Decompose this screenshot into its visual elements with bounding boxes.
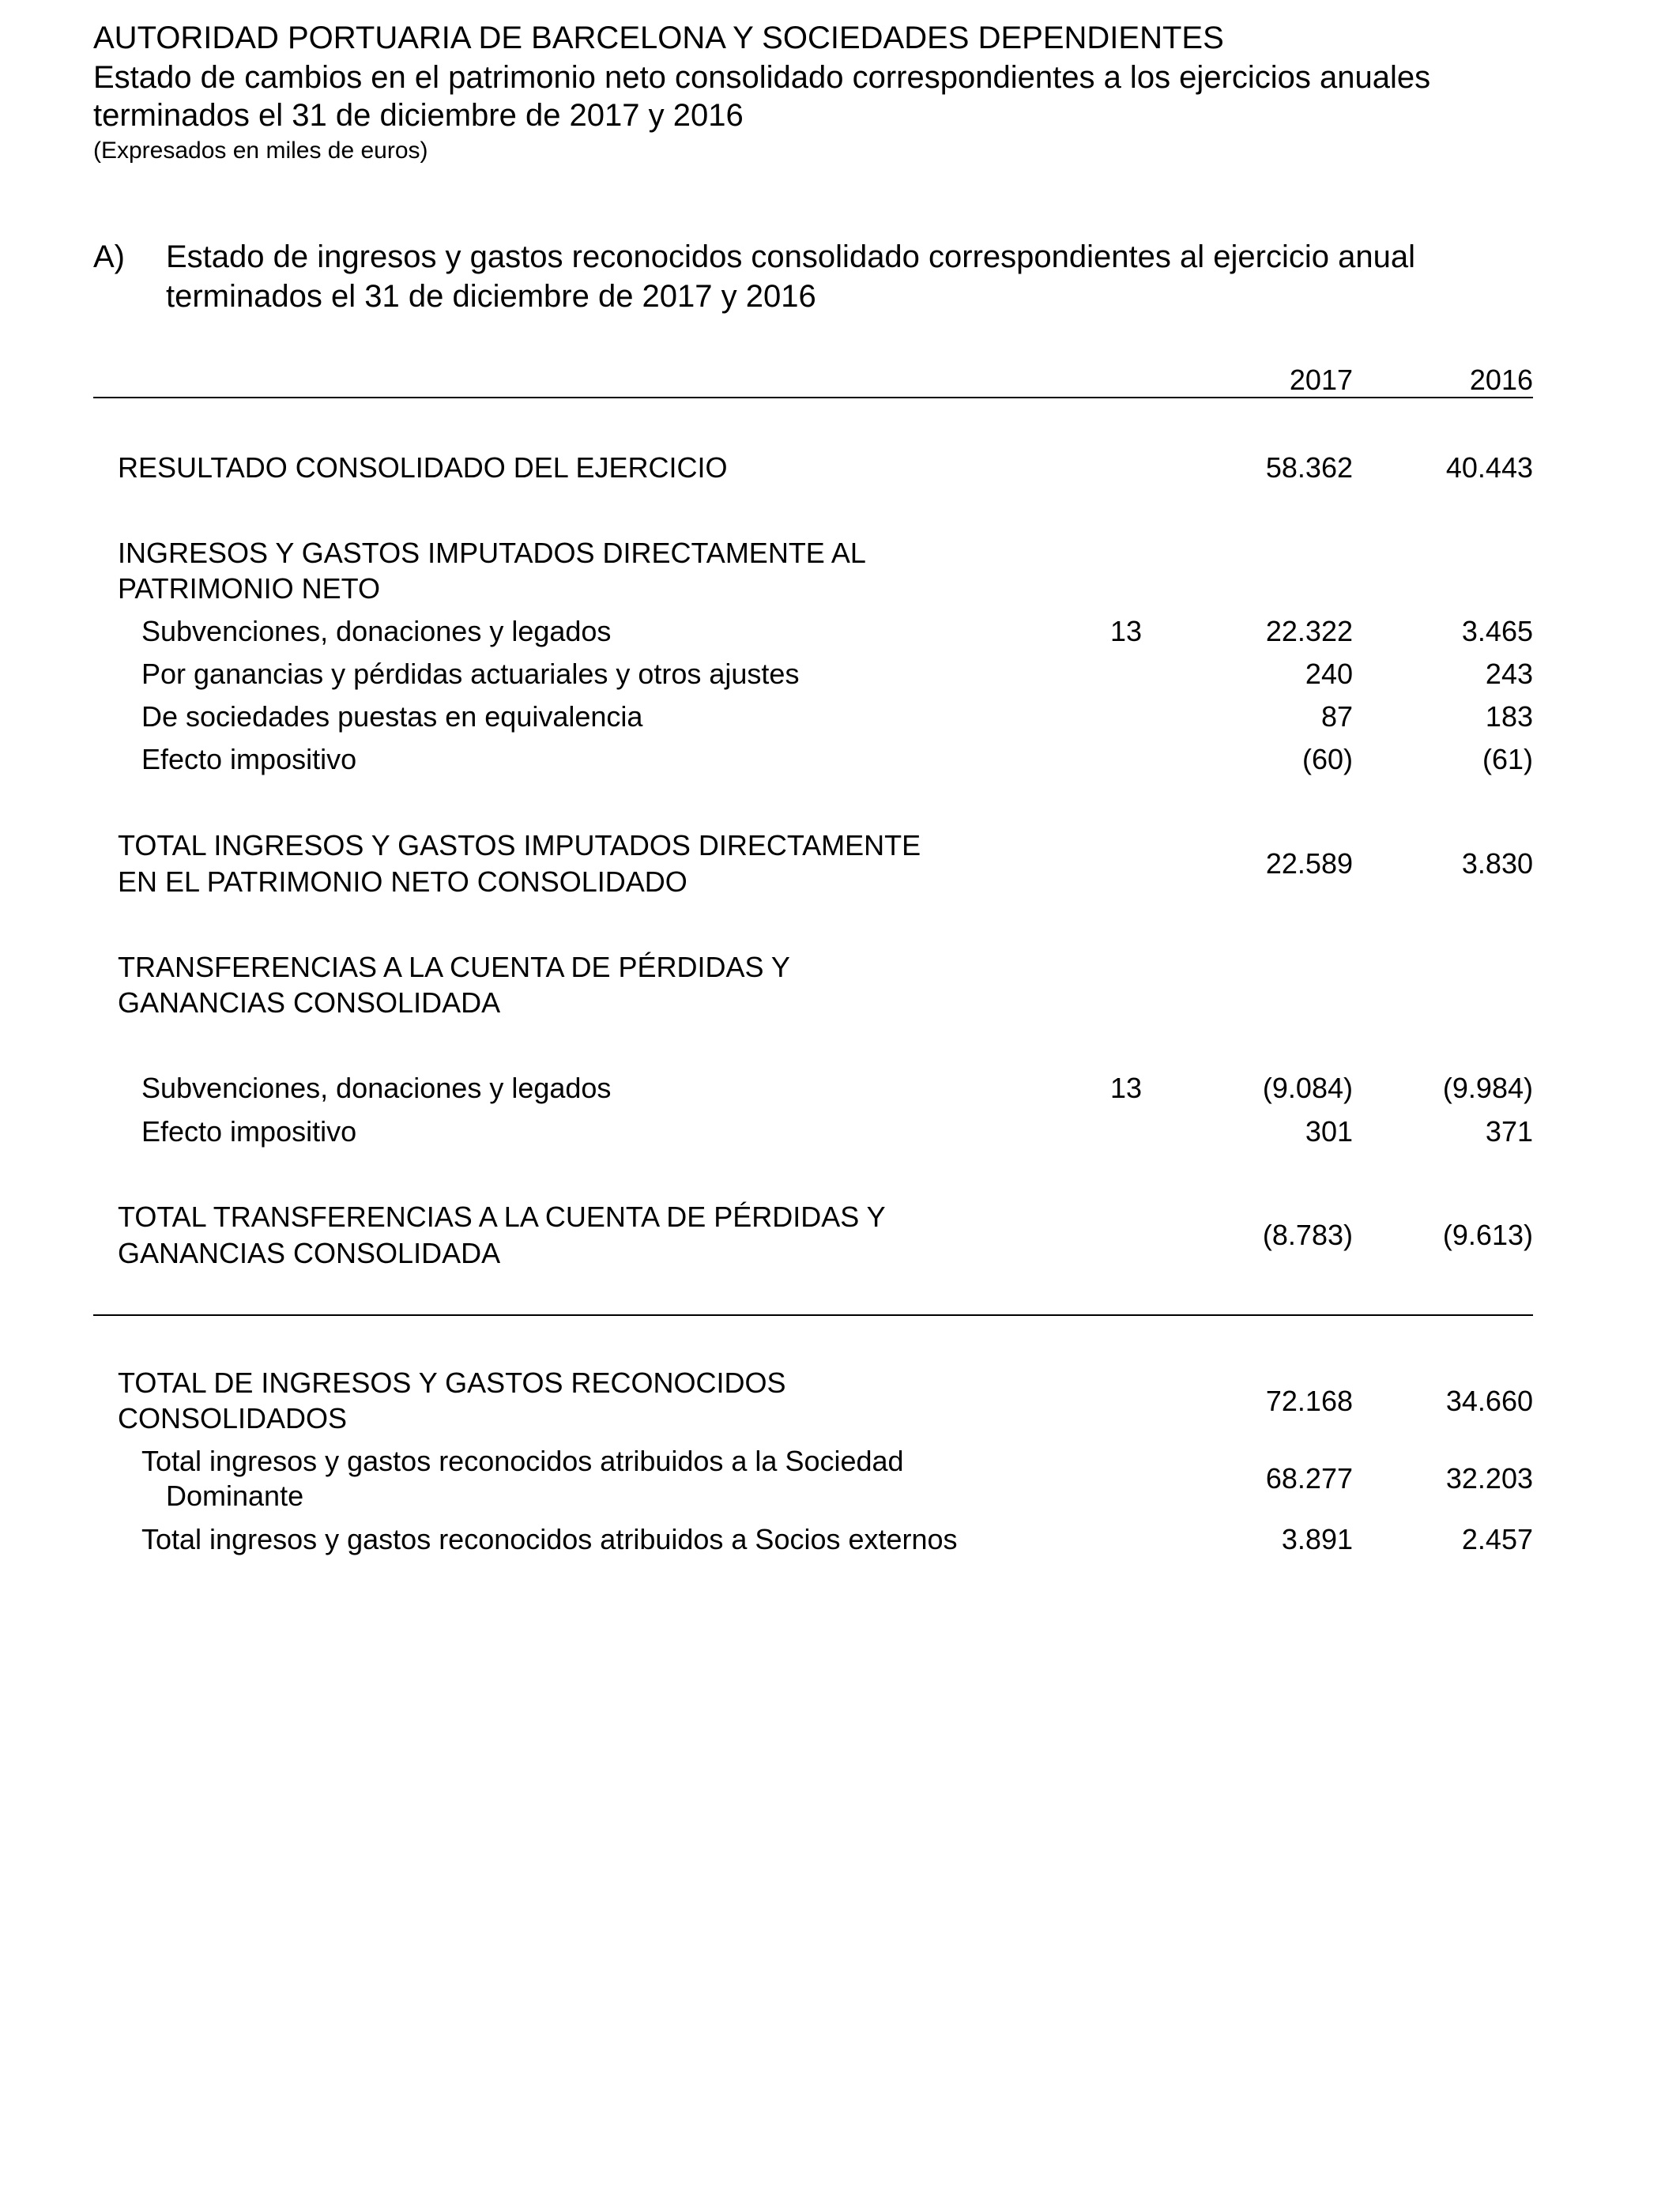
subvenciones-1-2016: 3.465 [1461,615,1533,647]
efecto-impositivo-1-2016: (61) [1482,743,1533,775]
total-reconocidos-2017: 72.168 [1265,1385,1353,1417]
units-note: (Expresados en miles de euros) [93,138,428,164]
total-reconocidos-line1: TOTAL DE INGRESOS Y GASTOS RECONOCIDOS [118,1367,786,1399]
sociedad-dominante-line2: Dominante [166,1480,304,1512]
subvenciones-1-label: Subvenciones, donaciones y legados [141,615,612,647]
total-reconocidos-2016: 34.660 [1445,1385,1533,1417]
statement-title-line1: Estado de cambios en el patrimonio neto consolidado correspondientes a los ejercicios anuales [93,60,1431,95]
section-title-line2: terminados el 31 de diciembre de 2017 y 2016 [166,279,816,314]
subvenciones-2-2016: (9.984) [1442,1072,1533,1104]
total-transferencias-line2: GANANCIAS CONSOLIDADA [118,1237,501,1269]
company-name: AUTORIDAD PORTUARIA DE BARCELONA Y SOCIEDADES DEPENDIENTES [93,21,1224,55]
subvenciones-2-label: Subvenciones, donaciones y legados [141,1072,612,1104]
equivalencia-2017: 87 [1320,700,1353,733]
subvenciones-2-2017: (9.084) [1262,1072,1353,1104]
transferencias-header-line1: TRANSFERENCIAS A LA CUENTA DE PÉRDIDAS Y [118,951,790,983]
total-transferencias-2017: (8.783) [1262,1219,1353,1251]
sociedad-dominante-2017: 68.277 [1265,1462,1353,1495]
column-header-2017: 2017 [1289,364,1353,396]
subvenciones-2-note: 13 [1109,1072,1143,1104]
subvenciones-1-2017: 22.322 [1265,615,1353,647]
total-transferencias-2016: (9.613) [1442,1219,1533,1251]
total-ingresos-2017: 22.589 [1265,847,1353,880]
ingresos-header-line2: PATRIMONIO NETO [118,572,381,605]
actuariales-2017: 240 [1305,658,1353,690]
statement-title-line2: terminados el 31 de diciembre de 2017 y 2016 [93,98,744,133]
total-ingresos-2016: 3.830 [1461,847,1533,880]
equivalencia-label: De sociedades puestas en equivalencia [141,700,643,733]
resultado-2016: 40.443 [1445,451,1533,484]
subvenciones-1-note: 13 [1109,615,1143,647]
efecto-impositivo-2-2016: 371 [1485,1115,1533,1148]
resultado-2017: 58.362 [1265,451,1353,484]
total-rule [93,1314,1533,1316]
sociedad-dominante-line1: Total ingresos y gastos reconocidos atribuidos a la Sociedad [141,1445,904,1477]
socios-externos-label: Total ingresos y gastos reconocidos atribuidos a Socios externos [141,1523,958,1555]
total-transferencias-line1: TOTAL TRANSFERENCIAS A LA CUENTA DE PÉRDIDAS Y [118,1201,886,1233]
transferencias-header-line2: GANANCIAS CONSOLIDADA [118,986,501,1019]
total-reconocidos-line2: CONSOLIDADOS [118,1402,348,1434]
efecto-impositivo-2-label: Efecto impositivo [141,1115,357,1148]
efecto-impositivo-1-2017: (60) [1301,743,1353,775]
actuariales-2016: 243 [1485,658,1533,690]
socios-externos-2016: 2.457 [1461,1523,1533,1555]
total-ingresos-line2: EN EL PATRIMONIO NETO CONSOLIDADO [118,865,687,898]
socios-externos-2017: 3.891 [1281,1523,1353,1555]
header-rule [93,397,1533,398]
efecto-impositivo-2-2017: 301 [1305,1115,1353,1148]
actuariales-label: Por ganancias y pérdidas actuariales y otros ajustes [141,658,800,690]
total-ingresos-line1: TOTAL INGRESOS Y GASTOS IMPUTADOS DIRECTAMENTE [118,829,921,861]
ingresos-header-line1: INGRESOS Y GASTOS IMPUTADOS DIRECTAMENTE AL [118,537,866,569]
section-letter: A) [93,239,125,274]
equivalencia-2016: 183 [1485,700,1533,733]
efecto-impositivo-1-label: Efecto impositivo [141,743,357,775]
resultado-label: RESULTADO CONSOLIDADO DEL EJERCICIO [118,451,728,484]
sociedad-dominante-2016: 32.203 [1445,1462,1533,1495]
section-title-line1: Estado de ingresos y gastos reconocidos consolidado correspondientes al ejercicio anual [166,239,1415,274]
column-header-2016: 2016 [1469,364,1533,396]
